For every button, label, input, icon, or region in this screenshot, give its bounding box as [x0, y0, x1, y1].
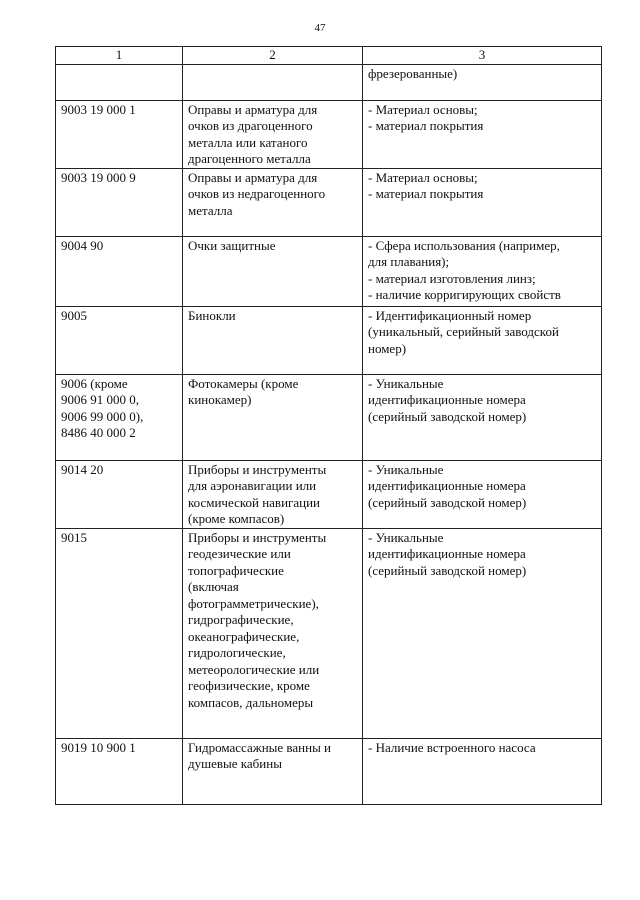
column-header-1: 1 [56, 47, 183, 65]
cell-line: Бинокли [188, 307, 236, 323]
attributes-cell [363, 460, 602, 528]
cell-line: океанографические, [188, 628, 300, 644]
code-cell [56, 374, 183, 460]
table-row [56, 528, 602, 738]
page-number: 47 [314, 22, 326, 34]
cell-line: (серийный заводской номер) [368, 494, 527, 510]
cell-line: - материал изготовления линз; [368, 270, 536, 286]
cell-line: очков из драгоценного [188, 118, 313, 133]
cell-line: геодезические или [188, 546, 291, 561]
table-body [56, 64, 602, 804]
cell-line: гидрологические, [188, 645, 286, 660]
cell-line: металла или катаного [188, 134, 308, 150]
cell-line: Оправы и арматура для [188, 101, 318, 117]
cell-line: 9003 19 000 9 [61, 169, 136, 185]
attributes-cell [363, 236, 602, 306]
cell-line: Очки защитные [188, 237, 276, 253]
table-row [56, 374, 602, 460]
name-cell [183, 236, 363, 306]
cell-line: драгоценного металла [188, 151, 311, 166]
cell-line: компасов, дальномеры [188, 694, 314, 710]
cell-line: - Материал основы; [368, 101, 478, 117]
cell-line: 9003 19 000 1 [61, 101, 136, 117]
table-row [56, 738, 602, 804]
cell-line: - Уникальные [368, 461, 444, 477]
cell-line: (кроме компасов) [188, 511, 285, 526]
cell-line: фотограмметрические), [188, 595, 319, 611]
cell-line: гидрографические, [188, 612, 294, 627]
cell-line: геофизические, кроме [188, 678, 310, 693]
attributes-cell [363, 528, 602, 738]
cell-line: 9005 [61, 307, 87, 323]
name-cell [183, 460, 363, 528]
code-cell [56, 100, 183, 168]
table-row [56, 168, 602, 236]
cell-line: идентификационные номера [368, 392, 526, 407]
cell-line: - Сфера использования (например, [368, 237, 560, 253]
cell-line: 9015 [61, 529, 87, 545]
cell-line: фрезерованные) [368, 65, 458, 81]
cell-line: (серийный заводской номер) [368, 408, 527, 424]
cell-line: Фотокамеры (кроме [188, 375, 299, 391]
cell-line: очков из недрагоценного [188, 186, 326, 201]
name-cell [183, 528, 363, 738]
cell-line: - Уникальные [368, 529, 444, 545]
attributes-cell [363, 168, 602, 236]
name-cell [183, 738, 363, 804]
cell-line: Приборы и инструменты [188, 529, 327, 545]
cell-line: 9006 99 000 0), [61, 408, 144, 424]
cell-line: для аэронавигации или [188, 478, 317, 493]
cell-line: номер) [368, 340, 407, 356]
cell-line: душевые кабины [188, 756, 282, 771]
cell-line: 9019 10 900 1 [61, 739, 136, 755]
attributes-cell [363, 374, 602, 460]
attributes-cell [363, 100, 602, 168]
cell-line: (уникальный, серийный заводской [368, 324, 559, 339]
code-cell [56, 528, 183, 738]
cell-line: топографические [188, 562, 284, 578]
name-cell [183, 64, 363, 100]
table-row [56, 306, 602, 374]
cell-line: для плавания); [368, 254, 450, 269]
code-cell [56, 306, 183, 374]
cell-line: космической навигации [188, 494, 320, 510]
cell-line: - наличие корригирующих свойств [368, 287, 561, 302]
cell-line: идентификационные номера [368, 546, 526, 561]
cell-line: - Уникальные [368, 375, 444, 391]
cell-line: - материал покрытия [368, 186, 484, 201]
table-row [56, 64, 602, 100]
attributes-cell [363, 738, 602, 804]
name-cell [183, 100, 363, 168]
cell-line: кинокамер) [188, 392, 252, 407]
column-header-2: 2 [183, 47, 363, 65]
cell-line: - Материал основы; [368, 169, 478, 185]
cell-line: 9004 90 [61, 237, 104, 253]
code-cell [56, 738, 183, 804]
classification-table [55, 46, 602, 805]
column-header-3: 3 [363, 47, 602, 65]
table-row [56, 460, 602, 528]
cell-line: - Наличие встроенного насоса [368, 739, 536, 755]
cell-line: 9014 20 [61, 461, 104, 477]
attributes-cell [363, 306, 602, 374]
cell-line: - материал покрытия [368, 118, 484, 133]
cell-line: Оправы и арматура для [188, 169, 318, 185]
attributes-cell [363, 64, 602, 100]
code-cell [56, 460, 183, 528]
cell-line: Приборы и инструменты [188, 461, 327, 477]
cell-line: Гидромассажные ванны и [188, 739, 332, 755]
cell-line: метеорологические или [188, 661, 320, 677]
code-cell [56, 64, 183, 100]
table-row [56, 100, 602, 168]
code-cell [56, 236, 183, 306]
table-header-row [56, 47, 602, 65]
code-cell [56, 168, 183, 236]
cell-line: 9006 91 000 0, [61, 392, 139, 407]
cell-line: (серийный заводской номер) [368, 562, 527, 578]
cell-line: металла [188, 202, 233, 218]
table-row [56, 236, 602, 306]
name-cell [183, 168, 363, 236]
cell-line: 9006 (кроме [61, 375, 128, 391]
cell-line: идентификационные номера [368, 478, 526, 493]
cell-line: 8486 40 000 2 [61, 425, 136, 440]
name-cell [183, 374, 363, 460]
cell-line: (включая [188, 579, 239, 594]
name-cell [183, 306, 363, 374]
cell-line: - Идентификационный номер [368, 307, 532, 323]
